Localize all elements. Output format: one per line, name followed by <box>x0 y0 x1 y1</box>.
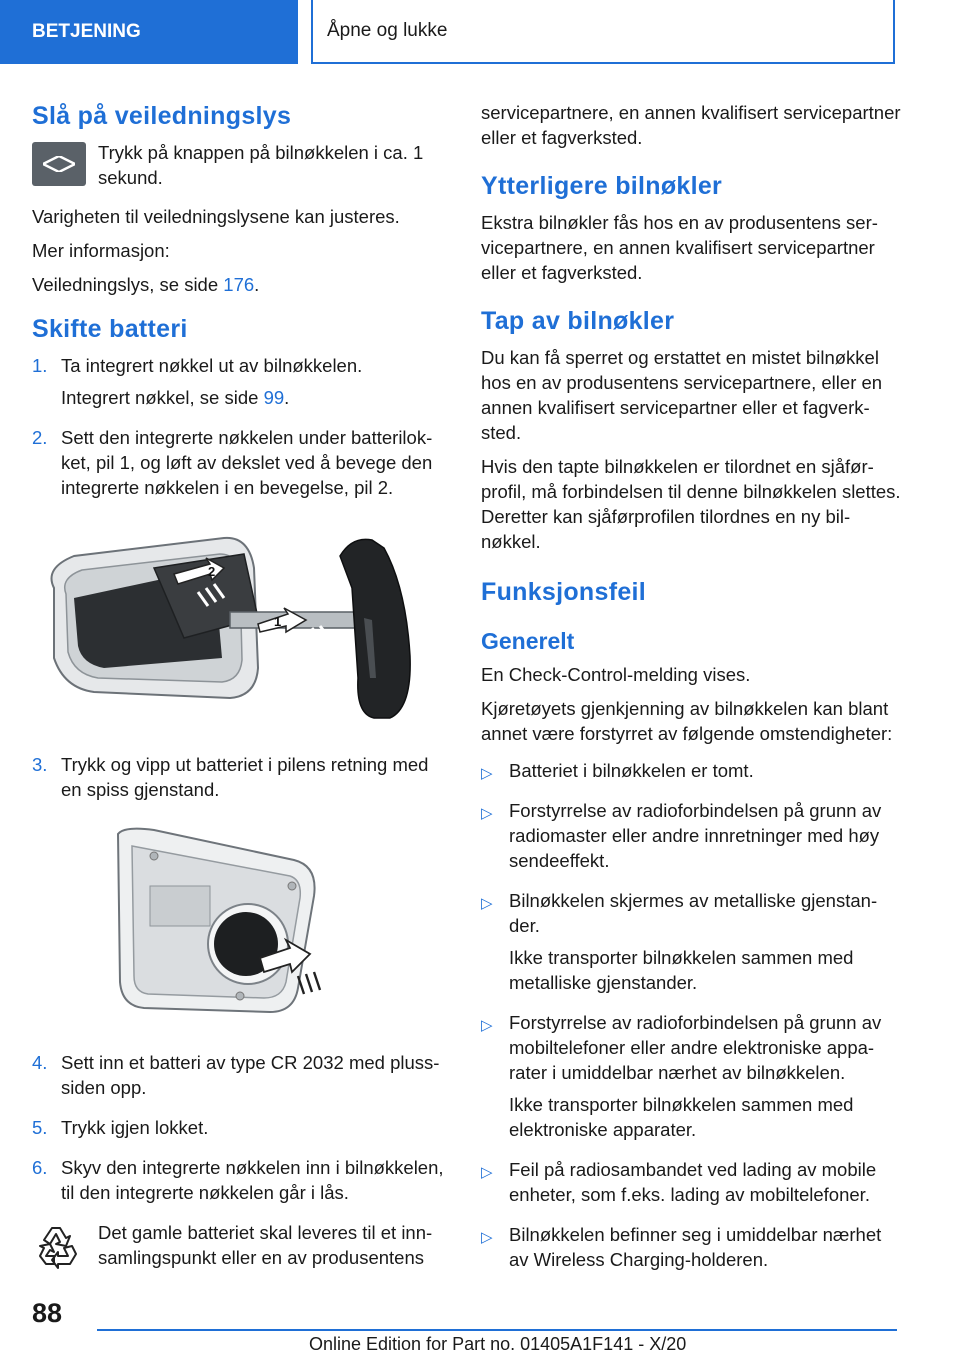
recycle-text: Det gamle batteriet skal leveres til et innsamlingspunkt eller en av produsentens <box>98 1222 433 1268</box>
page-link-99[interactable]: 99 <box>263 387 285 408</box>
chapter-title: Åpne og lukke <box>327 20 448 41</box>
extra-keys-heading: Ytterligere bilnøkler <box>481 172 723 200</box>
left-column-steps-4-6 <box>32 1050 450 1272</box>
section-title: BETJENING <box>32 21 141 42</box>
step-item: 4. Sett inn et batteri av type CR 2032 med pluss-siden opp. <box>32 1052 440 1098</box>
general-subheading: Generelt <box>481 628 575 654</box>
guide-paragraph-3: Veiledningslys, se side 176. <box>32 274 260 295</box>
key-removal-illustration <box>34 528 444 728</box>
footer-divider <box>97 1329 897 1331</box>
guide-light-button-icon <box>32 142 86 186</box>
step-item: 5. Trykk igjen lokket. <box>32 1117 209 1138</box>
list-item: ▷ Forstyrrelse av radioforbindelsen på grunn av radiomaster eller andre innretninger med høy sendeeffekt. <box>481 798 901 880</box>
section-tab <box>0 0 298 64</box>
step-item: 1. Ta integrert nøkkel ut av bilnøkkelen. Integrert nøkkel, se side 99. <box>32 355 363 408</box>
list-item: ▷ Feil på radiosambandet ved lading av mobile enheter, som f.eks. lading av mobiltelefoner. <box>481 1157 901 1214</box>
list-item: ▷ Bilnøkkelen befinner seg i umiddelbar nærhet av Wireless Charging-holderen. <box>481 1222 901 1279</box>
step-item: 3. Trykk og vipp ut batteriet i pilens retning med en spiss gjenstand. <box>32 754 429 800</box>
guide-light-heading: Slå på veiledningslys <box>32 102 292 130</box>
continued-paragraph: servicepartnere, en annen kvalifisert servicepartner eller et fagverksted. <box>481 102 901 148</box>
recycling-icon <box>32 1220 84 1272</box>
guide-instruction-row <box>32 140 450 190</box>
general-paragraph-1: En Check-Control-melding vises. <box>481 664 751 685</box>
bullet-marker-icon: ▷ <box>481 1017 493 1034</box>
lost-keys-paragraph-1: Du kan få sperret og erstattet en mistet bilnøkkel hos en av produsentens servicepartnere, eller en annen kvalifisert servicepartner eller et fagverksted. <box>481 347 883 443</box>
step-item: 2. Sett den integrerte nøkkelen under batterilokket, pil 1, og løft av dekslet ved å bevege den integrerte nøkkelen i en bevegelse, pil 2. <box>32 427 433 498</box>
list-item: ▷ Forstyrrelse av radioforbindelsen på grunn av mobiltelefoner eller andre elektroniske apparater i umiddelbar nærhet av bilnøkkelen. Ikke transporter bilnøkkelen sammen med elektroniske apparater. <box>481 1010 901 1149</box>
bullet-marker-icon: ▷ <box>481 895 493 912</box>
battery-removal-illustration <box>114 826 334 1016</box>
battery-steps-1-2 <box>32 353 450 507</box>
guide-paragraph-1: Varigheten til veiledningslysene kan justeres. <box>32 206 400 227</box>
list-item: ▷ Bilnøkkelen skjermes av metalliske gjenstander. Ikke transporter bilnøkkelen sammen med metalliske gjenstander. <box>481 888 901 1002</box>
battery-heading: Skifte batteri <box>32 315 188 343</box>
page-link-176[interactable]: 176 <box>223 274 255 295</box>
general-paragraph-2: Kjøretøyets gjenkjenning av bilnøkkelen kan blant annet være forstyrret av følgende omstendigheter: <box>481 698 893 744</box>
extra-keys-paragraph: Ekstra bilnøkler fås hos en av produsentens servicepartnere, en annen kvalifisert servicepartner eller et fagverksted. <box>481 212 878 283</box>
recycle-note <box>32 1220 450 1272</box>
guide-instruction: Trykk på knappen på bilnøkkelen i ca. 1 sekund. <box>98 142 424 188</box>
list-item: ▷ Batteriet i bilnøkkelen er tomt. <box>481 758 901 790</box>
lost-keys-paragraph-2: Hvis den tapte bilnøkkelen er tilordnet en sjåførprofil, må forbindelsen til denne bilnøkkelen slettes. Deretter kan sjåførprofilen tilordnes en ny bilnøkkel. <box>481 456 901 552</box>
step-item: 6. Skyv den integrerte nøkkelen inn i bilnøkkelen, til den integrerte nøkkelen går i lås. <box>32 1157 444 1203</box>
page-number: 88 <box>32 1298 63 1328</box>
malfunction-heading: Funksjonsfeil <box>481 578 647 606</box>
bullet-marker-icon: ▷ <box>481 765 493 782</box>
arrow-label-2: 2 <box>208 564 216 579</box>
bullet-marker-icon: ▷ <box>481 1164 493 1181</box>
right-column <box>481 100 901 1287</box>
left-column-steps-3 <box>32 752 450 817</box>
chapter-header <box>311 0 895 64</box>
left-column <box>32 100 450 516</box>
guide-paragraph-2: Mer informasjon: <box>32 240 170 261</box>
lost-keys-heading: Tap av bilnøkler <box>481 307 675 335</box>
bullet-marker-icon: ▷ <box>481 1229 493 1246</box>
edition-footer: Online Edition for Part no. 01405A1F141 - X/20 <box>309 1334 687 1354</box>
bullet-marker-icon: ▷ <box>481 805 493 822</box>
arrow-label-1: 1 <box>274 614 282 629</box>
